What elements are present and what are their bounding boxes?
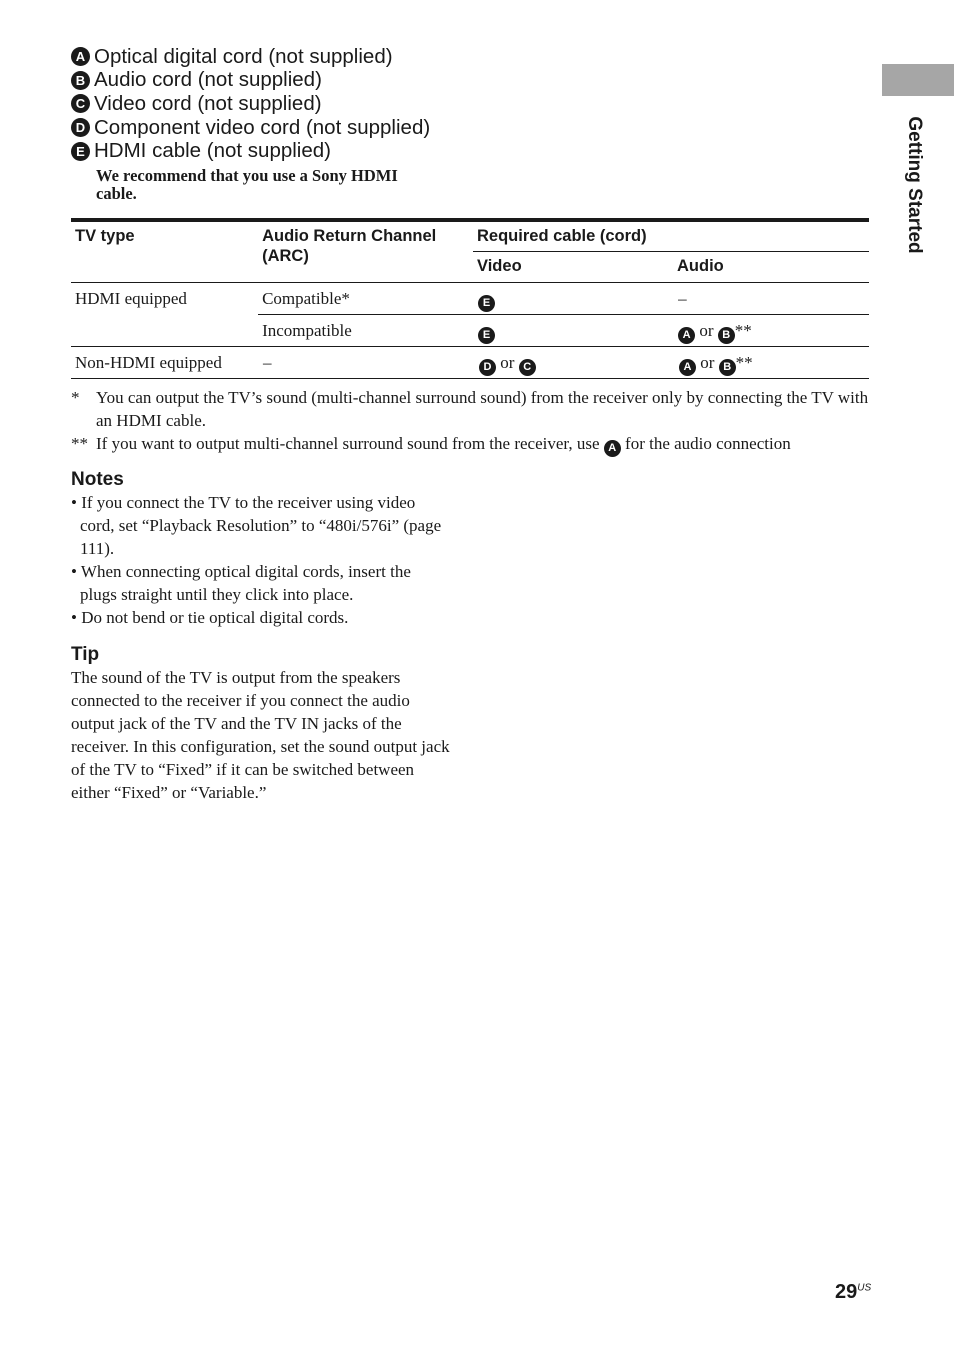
- header-audio: Audio: [677, 257, 724, 275]
- tip-body: The sound of the TV is output from the speakers connected to the receiver if you connect the audio output jack of the TV and the TV IN jacks of the receiver. In this configuration, set the sound output jack of the TV to “Fixed” if it can be switched between either “Fixed” or “Variable.”: [71, 668, 450, 802]
- cord-letter-badge: E: [478, 295, 495, 312]
- footnote-mark: **: [71, 434, 88, 453]
- cell-video: [474, 283, 674, 314]
- tip-section: [71, 644, 451, 804]
- cord-item-a: [71, 45, 471, 69]
- cord-letter-badge: D: [71, 118, 90, 137]
- cord-list: [71, 45, 471, 203]
- cord-letter-badge: B: [719, 359, 736, 376]
- page-number-value: 29: [835, 1281, 858, 1303]
- cord-label: Video cord (not supplied): [94, 91, 322, 115]
- section-side-label: Getting Started: [904, 116, 925, 254]
- cord-item-b: [71, 69, 471, 93]
- cell-video: [475, 347, 675, 378]
- cord-letter-badge: E: [478, 327, 495, 344]
- cord-letter-badge: A: [678, 327, 695, 344]
- cord-item-d: [71, 116, 471, 140]
- table-row: [258, 315, 869, 346]
- footnote-mark: *: [71, 388, 80, 407]
- table-header: [71, 222, 869, 283]
- cord-letter-badge: B: [718, 327, 735, 344]
- table-row-hdmi: [71, 283, 869, 347]
- or-text: or: [699, 321, 714, 340]
- cord-letter-badge: B: [71, 71, 90, 90]
- header-required-group: [473, 222, 869, 282]
- header-video: Video: [477, 257, 522, 275]
- cord-letter-badge: C: [519, 359, 536, 376]
- cord-label: Optical digital cord (not supplied): [94, 44, 393, 68]
- hdmi-subrows: [258, 283, 869, 346]
- cord-letter-badge: A: [679, 359, 696, 376]
- page-number: [835, 1281, 871, 1304]
- note-item: • When connecting optical digital cords, insert the plugs straight until they click into place.: [71, 562, 411, 604]
- footnote-mark: **: [734, 321, 752, 340]
- cell-tv-type: Non-HDMI equipped: [75, 353, 222, 372]
- or-text: or: [700, 353, 715, 372]
- cord-label: Audio cord (not supplied): [94, 68, 322, 92]
- hdmi-recommendation: We recommend that you use a Sony HDMI cable.: [96, 165, 398, 203]
- header-tv-type: TV type: [75, 227, 135, 245]
- footnote-text-before: If you want to output multi-channel surround sound from the receiver, use: [96, 434, 600, 453]
- footnote-mark: **: [735, 353, 753, 372]
- cord-letter-badge: A: [604, 440, 621, 457]
- notes-section: [71, 469, 451, 629]
- cell-arc: Compatible*: [262, 289, 350, 308]
- cord-label: HDMI cable (not supplied): [94, 139, 331, 163]
- cord-letter-badge: D: [479, 359, 496, 376]
- cord-letter-badge: A: [71, 47, 90, 66]
- table-row-non-hdmi: [71, 347, 869, 379]
- cord-item-c: [71, 92, 471, 116]
- header-arc: Audio Return Channel (ARC): [262, 227, 437, 265]
- table-row: [258, 283, 869, 315]
- page-number-suffix: US: [857, 1282, 872, 1294]
- footnote-text: You can output the TV’s sound (multi-channel surround sound) from the receiver only by connecting the TV with an HDMI cable.: [96, 388, 869, 430]
- connection-table: [71, 218, 869, 379]
- cord-label: Component video cord (not supplied): [94, 115, 431, 139]
- footnotes: [71, 386, 871, 457]
- note-item: • If you connect the TV to the receiver using video cord, set “Playback Resolution” to “480i/576i” (page 111).: [71, 493, 442, 558]
- section-tab-marker: [882, 64, 954, 96]
- cord-letter-badge: E: [71, 142, 90, 161]
- footnote-text: [96, 432, 791, 457]
- footnote-1: [71, 386, 871, 432]
- cord-letter-badge: C: [71, 94, 90, 113]
- cord-item-e: [71, 139, 471, 163]
- cell-tv-type: HDMI equipped: [75, 289, 187, 308]
- or-text: or: [500, 353, 515, 372]
- cell-audio: –: [678, 289, 687, 308]
- header-required: Required cable (cord): [473, 222, 869, 252]
- notes-heading: Notes: [71, 469, 124, 490]
- cell-audio: [675, 347, 869, 378]
- tip-heading: Tip: [71, 644, 100, 665]
- footnote-text-after: for the audio connection: [625, 434, 791, 453]
- cell-arc: –: [263, 353, 272, 372]
- cell-arc: Incompatible: [262, 321, 352, 340]
- cell-video: [474, 315, 674, 346]
- header-subrow: [473, 252, 869, 282]
- cell-audio: [674, 315, 868, 346]
- footnote-2: [71, 432, 871, 457]
- note-item: • Do not bend or tie optical digital cords.: [71, 608, 349, 627]
